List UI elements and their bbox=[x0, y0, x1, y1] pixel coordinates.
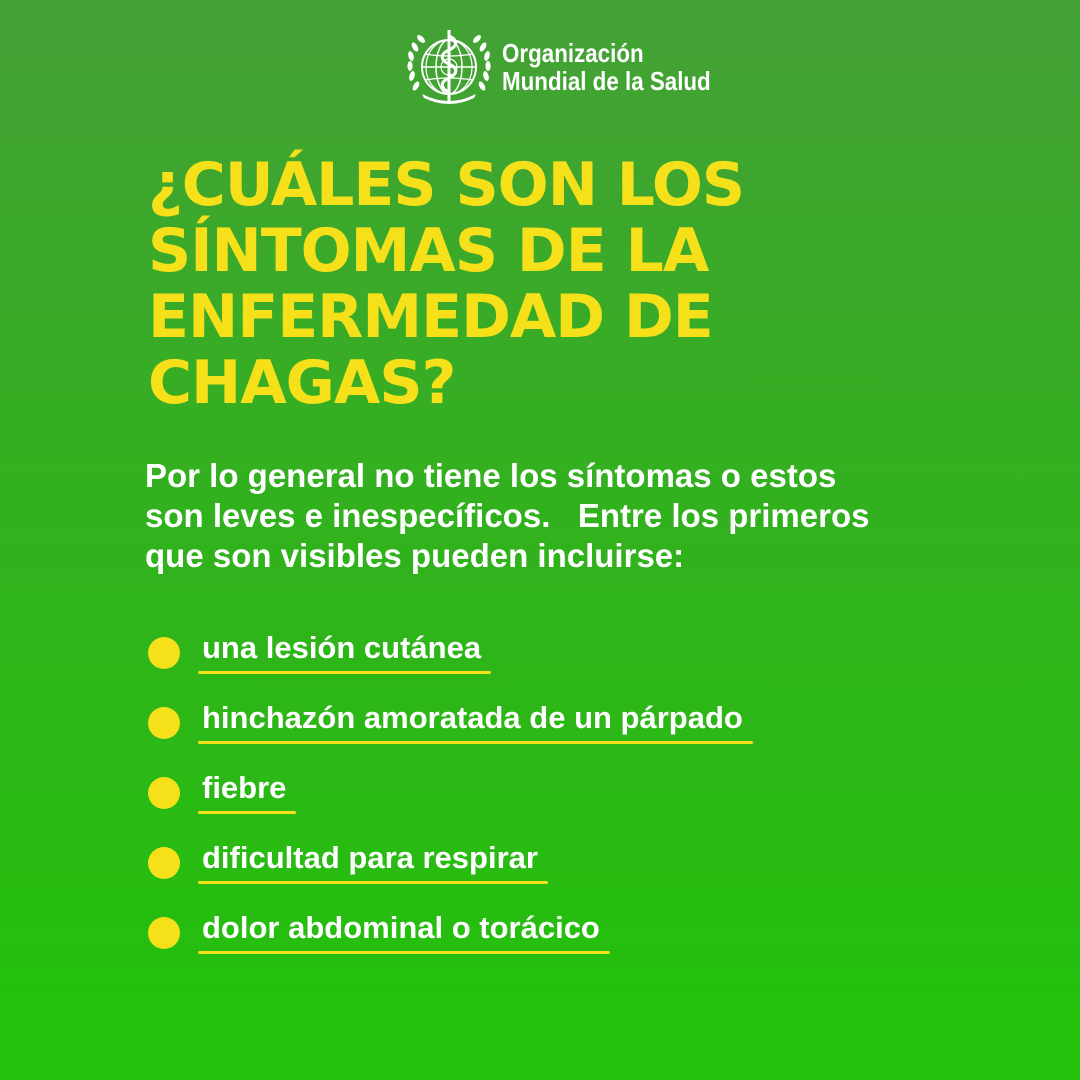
intro-line: Por lo general no tiene los síntomas o estos bbox=[145, 457, 837, 494]
organization-name-line1: Organización bbox=[502, 38, 644, 68]
title-line: CHAGAS? bbox=[148, 348, 456, 418]
bullet-icon bbox=[148, 707, 180, 739]
who-emblem-icon bbox=[404, 28, 494, 106]
organization-name bbox=[502, 39, 711, 95]
symptom-label: dificultad para respirar bbox=[202, 838, 548, 884]
bullet-icon bbox=[148, 917, 180, 949]
bullet-icon bbox=[148, 847, 180, 879]
symptom-label: dolor abdominal o torácico bbox=[202, 908, 610, 954]
intro-line: son leves e inespecíficos. Entre los primeros bbox=[145, 497, 870, 534]
title-line: ENFERMEDAD DE bbox=[148, 282, 713, 352]
intro-line: que son visibles pueden incluirse: bbox=[145, 537, 685, 574]
bullet-icon bbox=[148, 777, 180, 809]
symptom-label: una lesión cutánea bbox=[202, 628, 491, 674]
organization-name-line2: Mundial de la Salud bbox=[502, 66, 711, 96]
title-line: ¿CUÁLES SON LOS bbox=[148, 150, 745, 220]
symptom-label: fiebre bbox=[202, 768, 296, 814]
who-header bbox=[404, 28, 745, 106]
intro-paragraph bbox=[145, 456, 1025, 576]
bullet-icon bbox=[148, 637, 180, 669]
symptom-label: hinchazón amoratada de un párpado bbox=[202, 698, 753, 744]
title-line: SÍNTOMAS DE LA bbox=[148, 216, 709, 286]
page-title bbox=[148, 152, 1008, 416]
